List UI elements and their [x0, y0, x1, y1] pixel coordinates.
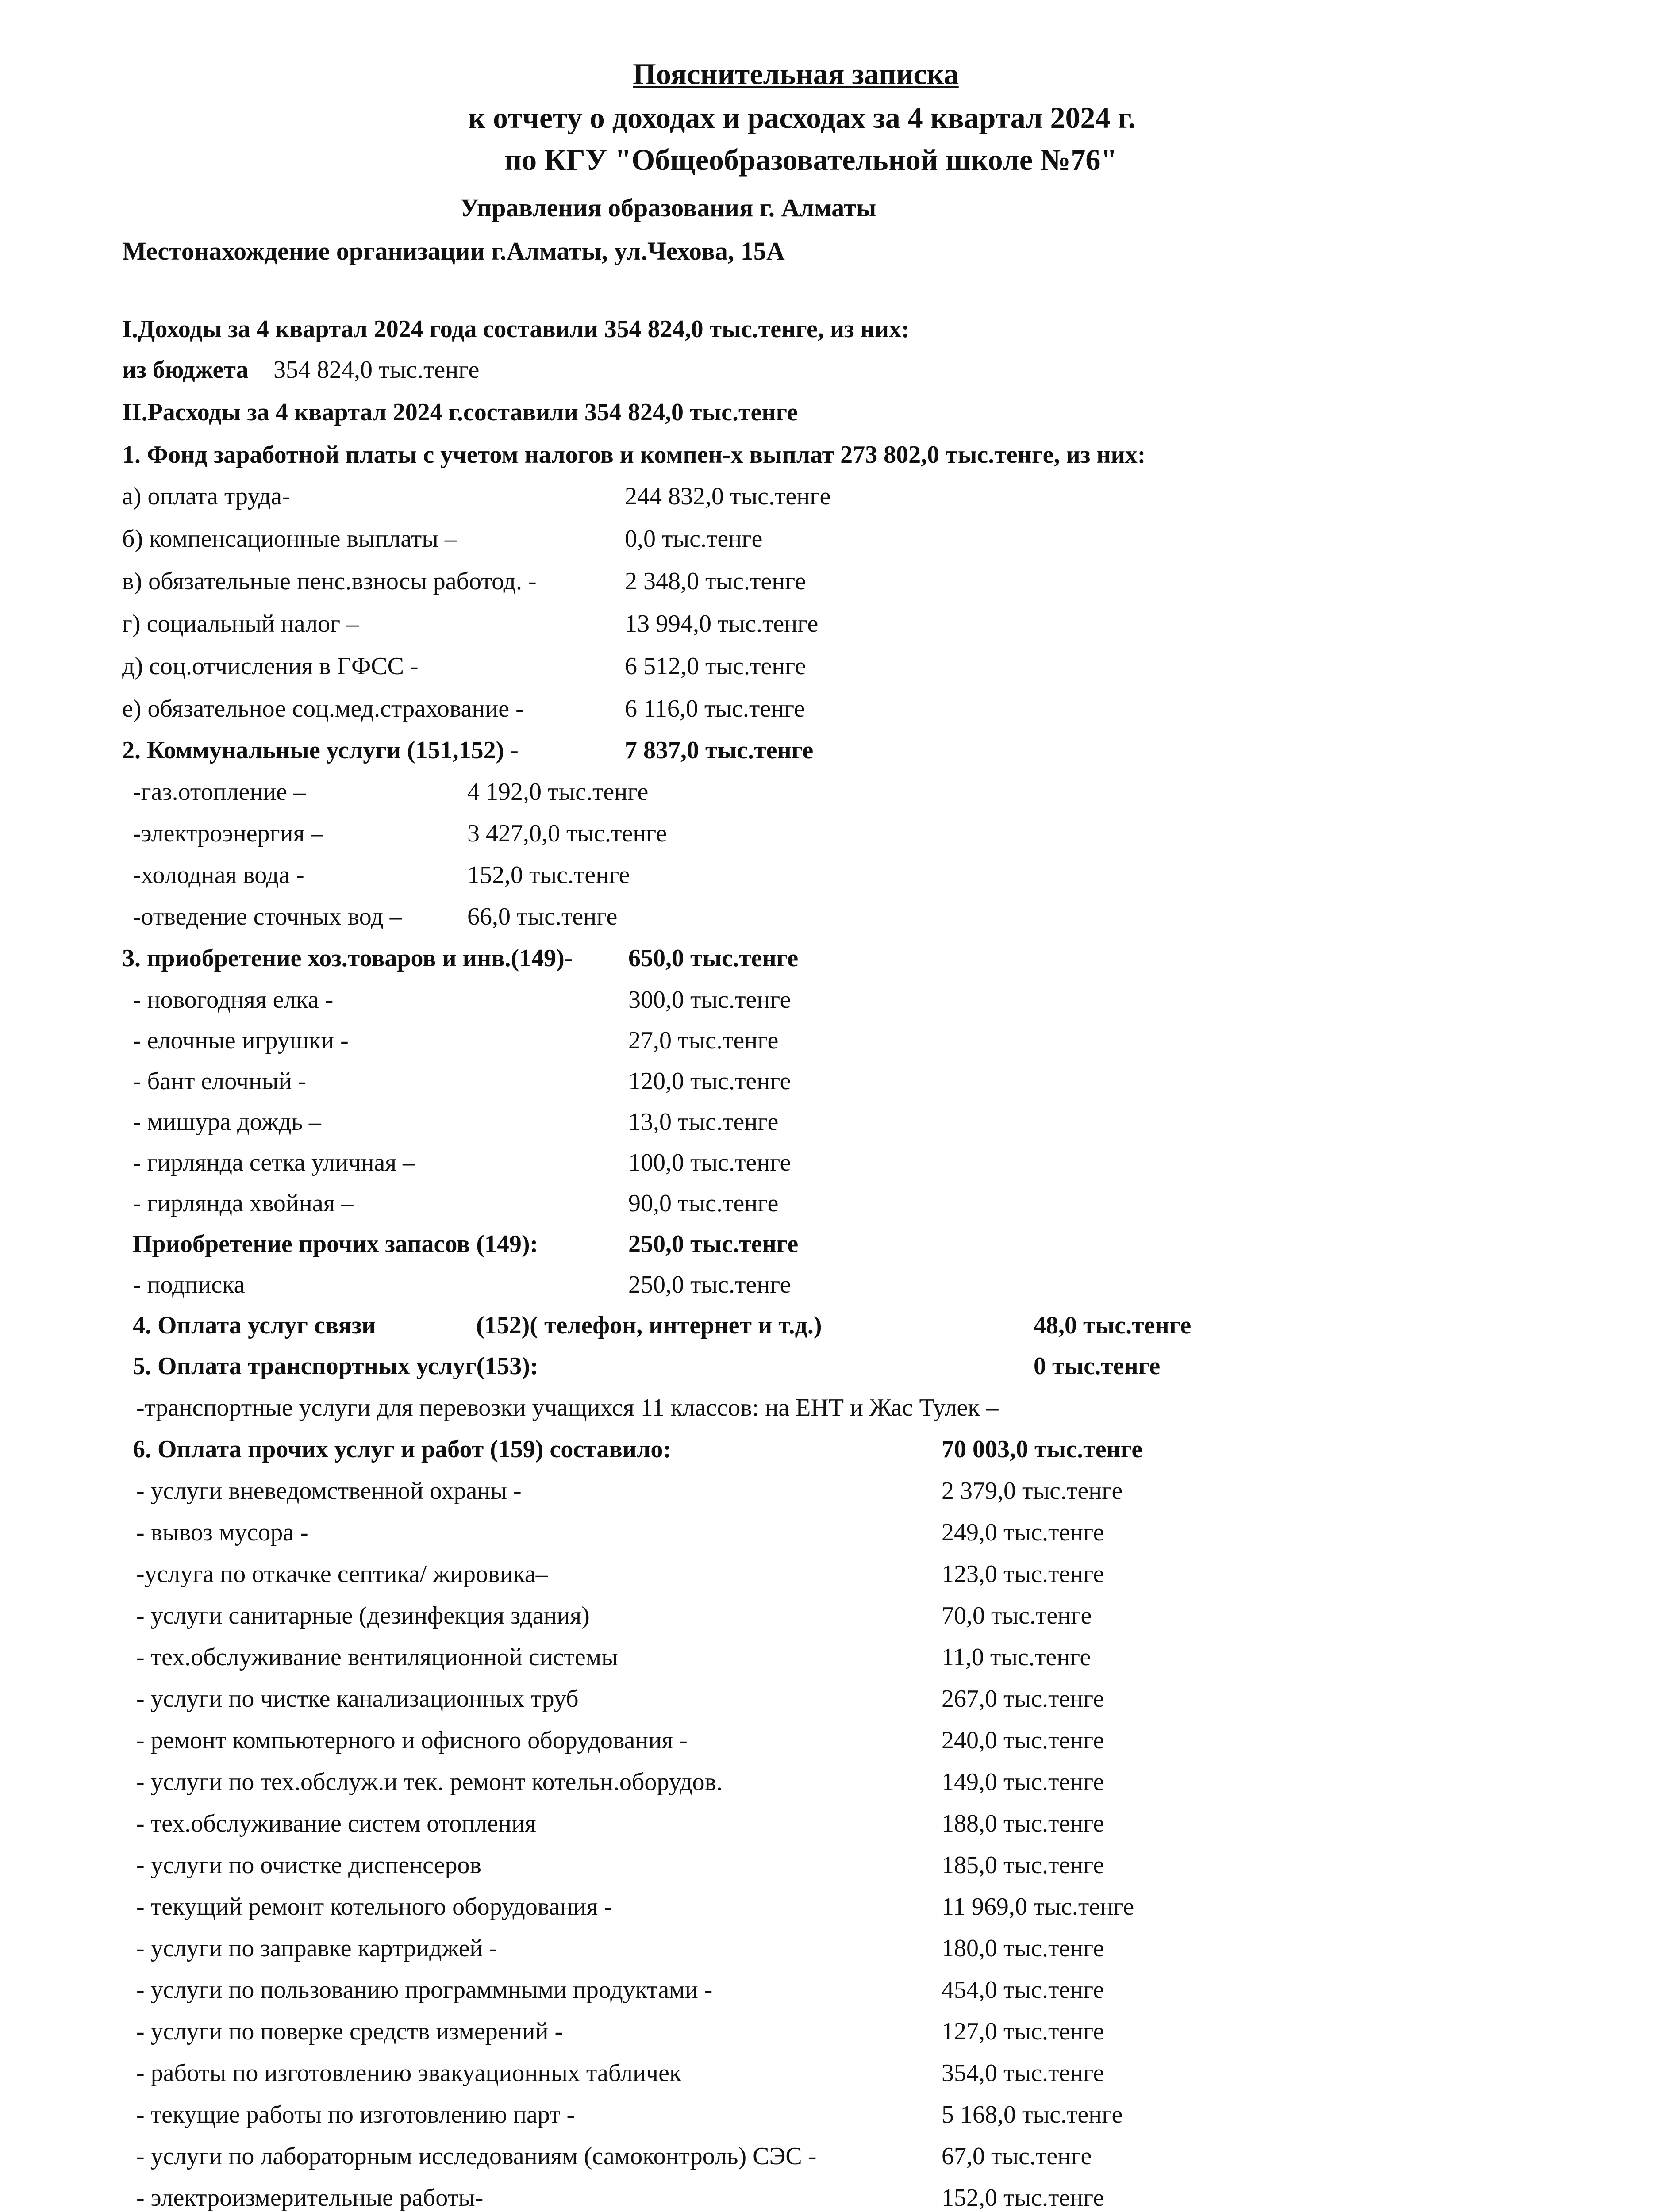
s2-item-value: 66,0 тыс.тенге: [467, 903, 618, 930]
s6-item-label: - услуги санитарные (дезинфекция здания): [136, 1602, 590, 1629]
s6-item-value: 267,0 тыс.тенге: [942, 1685, 1104, 1713]
section2-total: 7 837,0 тыс.тенге: [625, 737, 814, 764]
s3-item-label: - гирлянда хвойная –: [133, 1190, 354, 1217]
expenses-heading: II.Расходы за 4 квартал 2024 г.составили 354 824,0 тыс.тенге: [122, 399, 798, 426]
s6-item-label: - услуги по очистке диспенсеров: [136, 1851, 481, 1879]
s6-item-value: 11,0 тыс.тенге: [942, 1644, 1091, 1671]
s6-item-label: - работы по изготовлению эвакуационных табличек: [136, 2059, 682, 2087]
income-heading: I.Доходы за 4 квартал 2024 года составили 354 824,0 тыс.тенге, из них:: [122, 315, 910, 343]
s1-item-label: д) соц.отчисления в ГФСС -: [122, 653, 419, 680]
s3-item-value: 120,0 тыс.тенге: [628, 1068, 791, 1095]
location-line: Местонахождение организации г.Алматы, ул.Чехова, 15А: [122, 237, 785, 265]
s2-item-value: 3 427,0,0 тыс.тенге: [467, 820, 667, 847]
section5-note: -транспортные услуги для перевозки учащихся 11 классов: на ЕНТ и Жас Тулек –: [136, 1394, 999, 1421]
s2-item-label: -электроэнергия –: [133, 820, 323, 847]
income-value: 354 824,0 тыс.тенге: [273, 356, 480, 384]
s6-item-label: - услуги по лабораторным исследованиям (самоконтроль) СЭС -: [136, 2143, 817, 2170]
s6-item-label: - тех.обслуживание систем отопления: [136, 1810, 536, 1837]
s1-item-label: а) оплата труда-: [122, 483, 290, 510]
s6-item-value: 127,0 тыс.тенге: [942, 2018, 1104, 2045]
section3-other-total: 250,0 тыс.тенге: [628, 1230, 799, 1258]
s2-item-value: 152,0 тыс.тенге: [467, 861, 630, 889]
doc-subtitle-3: Управления образования г. Алматы: [460, 193, 876, 222]
s6-item-label: - электроизмерительные работы-: [136, 2184, 484, 2212]
s3-item-label: - елочные игрушки -: [133, 1027, 349, 1054]
section3-total: 650,0 тыс.тенге: [628, 945, 799, 972]
section4-code: (152)( телефон, интернет и т.д.): [476, 1312, 822, 1339]
section4-total: 48,0 тыс.тенге: [1034, 1312, 1192, 1339]
s6-item-value: 185,0 тыс.тенге: [942, 1851, 1104, 1879]
s3-other-item-label: - подписка: [133, 1271, 245, 1298]
s6-item-label: - услуги по заправке картриджей -: [136, 1935, 498, 1962]
s6-item-value: 149,0 тыс.тенге: [942, 1768, 1104, 1796]
s1-item-label: г) социальный налог –: [122, 610, 359, 637]
s3-item-value: 13,0 тыс.тенге: [628, 1108, 779, 1136]
s3-item-label: - мишура дождь –: [133, 1108, 321, 1136]
section5-heading: 5. Оплата транспортных услуг(153):: [133, 1352, 538, 1380]
s3-item-value: 90,0 тыс.тенге: [628, 1190, 779, 1217]
s3-item-value: 27,0 тыс.тенге: [628, 1027, 779, 1054]
income-label: из бюджета: [122, 356, 249, 384]
s3-item-label: - гирлянда сетка уличная –: [133, 1149, 415, 1176]
s6-item-value: 240,0 тыс.тенге: [942, 1727, 1104, 1754]
s6-item-label: - текущий ремонт котельного оборудования -: [136, 1893, 612, 1920]
s1-item-value: 0,0 тыс.тенге: [625, 525, 763, 553]
s1-item-value: 6 512,0 тыс.тенге: [625, 653, 806, 680]
s6-item-label: - услуги по тех.обслуж.и тек. ремонт котельн.оборудов.: [136, 1768, 723, 1796]
s6-item-label: - услуги по пользованию программными продуктами -: [136, 1976, 713, 2004]
section6-total: 70 003,0 тыс.тенге: [942, 1436, 1143, 1463]
paper-fold-mark: [0, 0, 5, 180]
s1-item-value: 244 832,0 тыс.тенге: [625, 483, 831, 510]
s6-item-label: - услуги по чистке канализационных труб: [136, 1685, 579, 1713]
section2-heading: 2. Коммунальные услуги (151,152) -: [122, 737, 519, 764]
s3-item-label: - бант елочный -: [133, 1068, 307, 1095]
s6-item-value: 123,0 тыс.тенге: [942, 1560, 1104, 1588]
s6-item-value: 2 379,0 тыс.тенге: [942, 1477, 1123, 1505]
s1-item-label: в) обязательные пенс.взносы работод. -: [122, 568, 537, 595]
s1-item-value: 6 116,0 тыс.тенге: [625, 695, 805, 722]
s6-item-value: 188,0 тыс.тенге: [942, 1810, 1104, 1837]
section3-other-heading: Приобретение прочих запасов (149):: [133, 1230, 538, 1258]
s6-item-label: - услуги вневедомственной охраны -: [136, 1477, 522, 1505]
s2-item-label: -отведение сточных вод –: [133, 903, 402, 930]
doc-title: Пояснительная записка: [633, 57, 959, 91]
s6-item-value: 180,0 тыс.тенге: [942, 1935, 1104, 1962]
s6-item-value: 249,0 тыс.тенге: [942, 1519, 1104, 1546]
s6-item-value: 11 969,0 тыс.тенге: [942, 1893, 1134, 1920]
doc-subtitle-2: по КГУ "Общеобразовательной школе №76": [504, 143, 1118, 177]
section6-heading: 6. Оплата прочих услуг и работ (159) составило:: [133, 1436, 671, 1463]
s2-item-label: -холодная вода -: [133, 861, 304, 889]
s3-other-item-value: 250,0 тыс.тенге: [628, 1271, 791, 1298]
s1-item-value: 2 348,0 тыс.тенге: [625, 568, 806, 595]
s6-item-label: - ремонт компьютерного и офисного оборудования -: [136, 1727, 688, 1754]
s6-item-label: - вывоз мусора -: [136, 1519, 308, 1546]
s1-item-label: б) компенсационные выплаты –: [122, 525, 457, 553]
s2-item-label: -газ.отопление –: [133, 778, 306, 806]
s6-item-value: 5 168,0 тыс.тенге: [942, 2101, 1123, 2128]
s6-item-value: 152,0 тыс.тенге: [942, 2184, 1104, 2212]
doc-subtitle-1: к отчету о доходах и расходах за 4 квартал 2024 г.: [468, 101, 1136, 134]
section5-total: 0 тыс.тенге: [1034, 1352, 1161, 1380]
s3-item-value: 300,0 тыс.тенге: [628, 986, 791, 1014]
s6-item-value: 454,0 тыс.тенге: [942, 1976, 1104, 2004]
s1-item-label: е) обязательное соц.мед.страхование -: [122, 695, 524, 722]
section1-heading: 1. Фонд заработной платы с учетом налогов и компен-х выплат 273 802,0 тыс.тенге, из них:: [122, 441, 1146, 469]
s1-item-value: 13 994,0 тыс.тенге: [625, 610, 819, 637]
section3-heading: 3. приобретение хоз.товаров и инв.(149)-: [122, 945, 573, 972]
s6-item-label: - тех.обслуживание вентиляционной системы: [136, 1644, 618, 1671]
s6-item-value: 67,0 тыс.тенге: [942, 2143, 1092, 2170]
s6-item-label: - текущие работы по изготовлению парт -: [136, 2101, 575, 2128]
s6-item-value: 354,0 тыс.тенге: [942, 2059, 1104, 2087]
s2-item-value: 4 192,0 тыс.тенге: [467, 778, 649, 806]
s3-item-value: 100,0 тыс.тенге: [628, 1149, 791, 1176]
s6-item-label: -услуга по откачке септика/ жировика–: [136, 1560, 548, 1588]
section4-heading: 4. Оплата услуг связи: [133, 1312, 376, 1339]
s6-item-label: - услуги по поверке средств измерений -: [136, 2018, 563, 2045]
s3-item-label: - новогодняя елка -: [133, 986, 334, 1014]
s6-item-value: 70,0 тыс.тенге: [942, 1602, 1092, 1629]
